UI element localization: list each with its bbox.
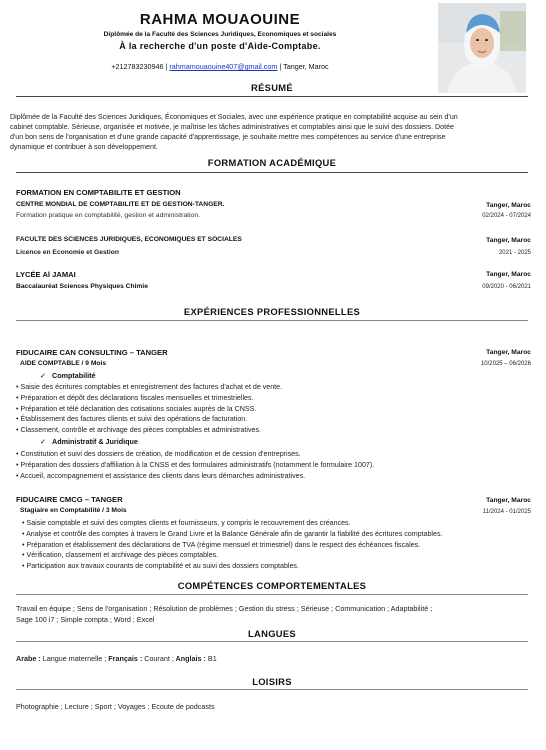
divider (16, 172, 528, 173)
skills-line: Sage 100 i7 ; Simple compta ; Word ; Excel (16, 615, 155, 624)
list-item: • Vérification, classement et archivage des pièces comptables. (22, 551, 219, 560)
job-place: Tanger, Maroc (486, 497, 531, 504)
list-item: • Établissement des factures clients et suivi des opérations de facturation. (16, 415, 248, 424)
formation-title: FORMATION EN COMPTABILITE ET GESTION (16, 188, 181, 197)
check-icon: ✓ (40, 371, 47, 380)
list-item: • Préparation et dépôt des déclarations fiscales mensuelles et trimestrielles. (16, 393, 254, 402)
list-item: • Saisie comptable et suivi des comptes clients et fournisseurs, y compris le recouvrement des créances. (22, 519, 351, 527)
divider (16, 320, 528, 321)
language-level: B1 (205, 654, 217, 663)
list-item: • Préparation et établissement des déclarations de TVA (régime mensuel et trimestriel) dans le respect des échéances fiscales. (22, 540, 421, 549)
summary-line: Diplômée de la Faculté des Sciences Juridiques, Économiques et Sociales, avec une expérience pratique en comptabilité acquise au sein d'un (10, 113, 458, 121)
section-title-competences: COMPÉTENCES COMPORTEMENTALES (177, 580, 367, 591)
language-label: Arabe : (16, 654, 41, 663)
formation-dates: 09/2020 - 06/2021 (482, 284, 531, 290)
job-dates: 10/2025 – 06/2026 (480, 361, 531, 367)
company-name: FIDUCAIRE CMCG – TANGER (16, 495, 123, 504)
divider (16, 689, 528, 690)
portrait-image (438, 3, 526, 93)
location: Tanger, Maroc (283, 62, 329, 71)
divider (16, 96, 528, 97)
profile-photo (438, 3, 526, 93)
contact-line (0, 62, 440, 71)
category-label: ✓ Administratif & Juridique (40, 437, 138, 446)
check-icon: ✓ (40, 437, 47, 446)
bullet-list (16, 449, 528, 481)
summary-line: d'un bon sens de l'organisation et d'une grande capacité d'apprentissage, je souhaite mettre mes compétences au service d'une entreprise (10, 133, 446, 141)
languages-text (16, 653, 528, 664)
summary-line: dynamique et contribuer à son développement. (10, 143, 158, 151)
formation-place: Tanger, Maroc (486, 202, 531, 209)
language-label: Français : (106, 654, 143, 663)
formation-dates: 02/2024 - 07/2024 (482, 213, 531, 219)
separator: | (165, 62, 168, 71)
diploma-line: Diplômée de la Faculté des Sciences Juridiques, Economiques et sociales (103, 31, 337, 38)
section-title-experience: EXPÉRIENCES PROFESSIONNELLES (183, 306, 361, 317)
divider (16, 641, 528, 642)
objective-line: À la recherche d'un poste d'Aide-Comptabe. (119, 41, 321, 51)
list-item: • Constitution et suivi des dossiers de création, de modification et de cession d'entreprises. (16, 450, 301, 458)
section-title-formation: FORMATION ACADÉMIQUE (207, 157, 337, 168)
formation-school: CENTRE MONDIAL DE COMPTABILITE ET DE GESTION-TANGER. (16, 201, 225, 208)
list-item: • Participation aux travaux courants de comptabilité et au suivi des dossiers comptables. (22, 562, 299, 571)
list-item: • Classement, contrôle et archivage des pièces comptables et administratives. (16, 426, 261, 435)
summary-paragraph (10, 112, 530, 152)
formation-place: Tanger, Maroc (486, 271, 531, 278)
phone: +212783230946 (111, 62, 164, 71)
section-title-loisirs: LOISIRS (252, 676, 292, 687)
list-item: • Préparation des dossiers d'affiliation à la CNSS et des formulaires administratifs (notamment le formulaire 1007). (16, 460, 375, 469)
candidate-name: RAHMA MOUAOUINE (139, 11, 301, 28)
separator: | (279, 62, 282, 71)
hobbies-text: Photographie ; Lecture ; Sport ; Voyages ; Ecoute de podcasts (16, 702, 215, 711)
list-item: • Accueil, accompagnement et assistance des clients dans leurs démarches administratives. (16, 471, 306, 480)
formation-detail: Licence en Economie et Gestion (16, 249, 119, 256)
list-item: • Analyse et contrôle des comptes à travers le Grand Livre et la Balance Générale afin de garantir la fiabilité des écritures comptables. (22, 529, 443, 538)
formation-school: FACULTE DES SCIENCES JURIDIQUES, ECONOMIQUES ET SOCIALES (16, 236, 242, 243)
language-level: Courant ; (142, 654, 174, 663)
divider (16, 594, 528, 595)
job-place: Tanger, Maroc (486, 349, 531, 356)
formation-place: Tanger, Maroc (486, 237, 531, 244)
formation-school: LYCÉE Al JAMAI (16, 270, 76, 279)
company-name: FIDUCAIRE CAN CONSULTING – TANGER (16, 348, 168, 357)
job-role: AIDE COMPTABLE / 9 Mois (20, 360, 107, 367)
section-title-resume: RÉSUMÉ (251, 82, 293, 93)
summary-line: cabinet comptable. Sérieuse, organisée et motivée, je maîtrise les tâches administratives et comptables ainsi que le suivi des dossiers. Dotée (10, 123, 454, 131)
list-item: • Préparation et télé déclaration des cotisations sociales auprès de la CNSS. (16, 404, 257, 413)
job-dates: 11/2024 - 01/2025 (482, 509, 531, 515)
email-link[interactable]: rahmamouaouine407@gmail.com (169, 62, 278, 71)
category-label: ✓ Comptabilité (40, 371, 96, 380)
language-level: Langue maternelle ; (40, 654, 107, 663)
formation-detail: Formation pratique en comptabilité, gestion et administration. (16, 212, 200, 219)
list-item: • Saisie des écritures comptables et enregistrement des factures d'achat et de vente. (16, 383, 283, 391)
section-title-langues: LANGUES (248, 628, 296, 639)
skills-text (16, 603, 528, 625)
formation-detail: Baccalauréat Sciences Physiques Chimie (16, 283, 148, 290)
language-label: Anglais : (173, 654, 206, 663)
skills-line: Travail en équipe ; Sens de l'organisation ; Résolution de problèmes ; Gestion du stress ; Sérieuse ; Communication ; Adaptabilité ; (16, 604, 433, 613)
bullet-list (16, 382, 528, 436)
bullet-list (22, 518, 530, 572)
formation-dates: 2021 - 2025 (498, 250, 531, 256)
job-role: Stagiaire en Comptabilité / 3 Mois (20, 507, 127, 514)
